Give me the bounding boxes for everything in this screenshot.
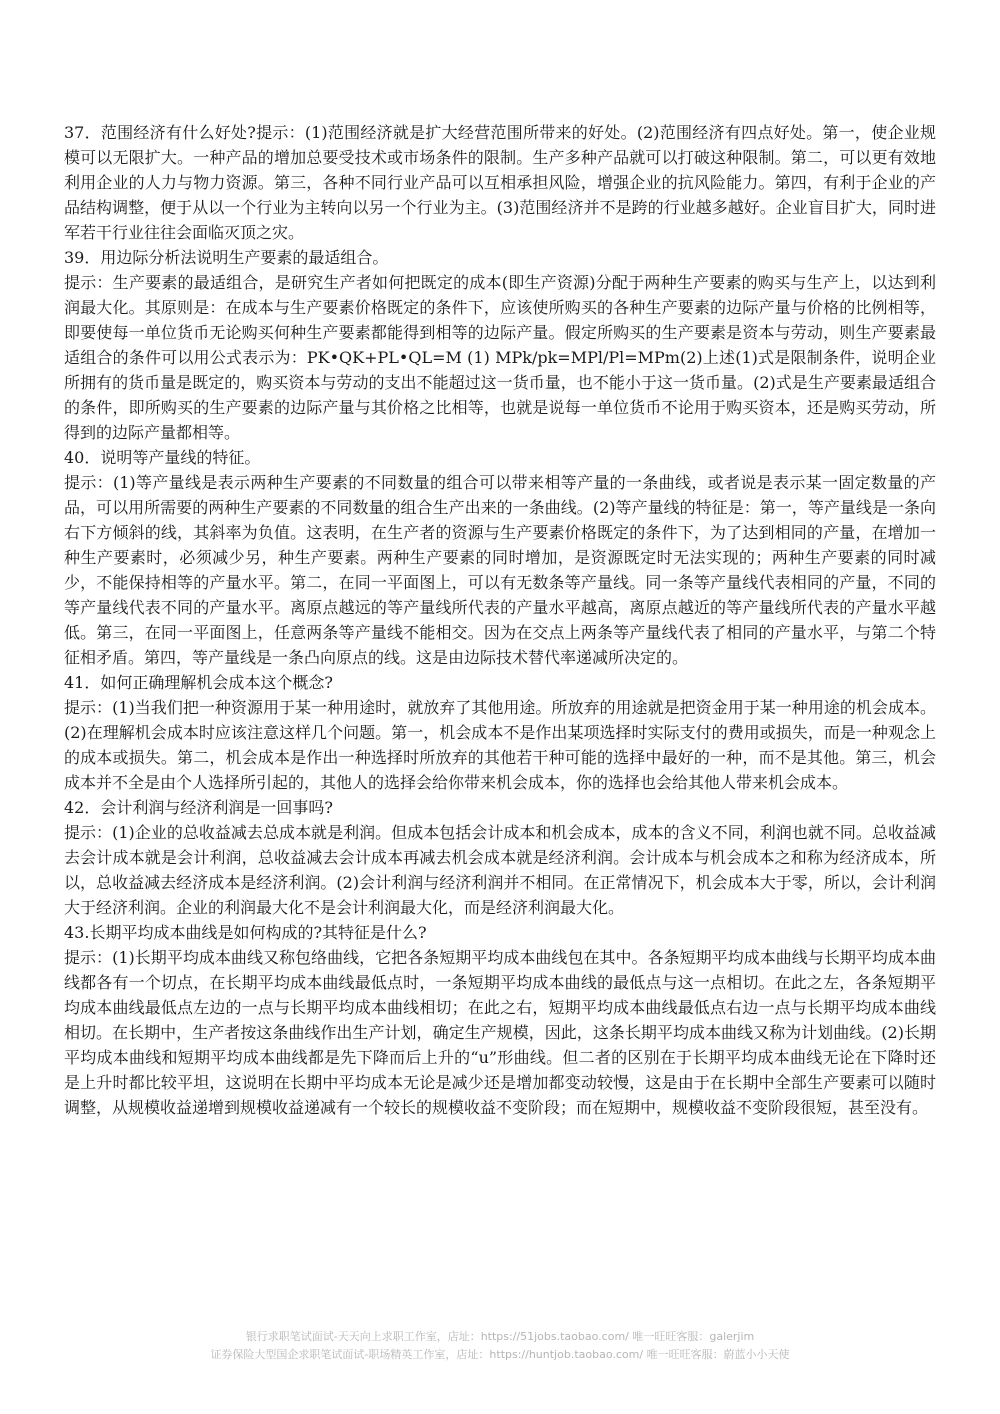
question-39: 39．用边际分析法说明生产要素的最适组合。 [64,248,389,267]
question-43: 43.长期平均成本曲线是如何构成的?其特征是什么? [64,923,427,942]
footer-line-2: 证券保险大型国企求职笔试面试-职场精英工作室，店址：https://huntjob.taobao.com/ 唯一旺旺客服：蔚蓝小小天使 [210,1348,790,1361]
answer-41: 提示：(1)当我们把一种资源用于某一种用途时，就放弃了其他用途。所放弃的用途就是把资金用于某一种用途的机会成本。(2)在理解机会成本时应该注意这样几个问题。第一，机会成本不是作出某项选择时实际支付的费用或损失，而是一种观念上的成本或损失。第二，机会成本是作出一种选择时所放弃的其他若干种可能的选择中最好的一种，而不是其他。第三，机会成本并不全是由个人选择所引起的，其他人的选择会给你带来机会成本，你的选择也会给其他人带来机会成本。 [64,698,936,792]
question-42: 42．会计利润与经济利润是一回事吗? [64,798,333,817]
question-40: 40．说明等产量线的特征。 [64,448,261,467]
paragraph-q37: 37．范围经济有什么好处?提示：(1)范围经济就是扩大经营范围所带来的好处。(2)范围经济有四点好处。第一，使企业规模可以无限扩大。一种产品的增加总要受技术或市场条件的限制。生产多种产品就可以打破这种限制。第二，可以更有效地利用企业的人力与物力资源。第三，各种不同行业产品可以互相承担风险，增强企业的抗风险能力。第四，有利于企业的产品结构调整，便于从以一个行业为主转向以另一个行业为主。(3)范围经济并不是跨的行业越多越好。企业盲目扩大，同时进军若干行业往往会面临灭顶之灾。 [64,123,936,242]
answer-40: 提示：(1)等产量线是表示两种生产要素的不同数量的组合可以带来相等产量的一条曲线，或者说是表示某一固定数量的产品，可以用所需要的两种生产要素的不同数量的组合生产出来的一条曲线。(2)等产量线的特征是：第一，等产量线是一条向右下方倾斜的线，其斜率为负值。这表明，在生产者的资源与生产要素价格既定的条件下，为了达到相同的产量，在增加一种生产要素时，必须减少另，种生产要素。两种生产要素的同时增加，是资源既定时无法实现的；两种生产要素的同时减少，不能保持相等的产量水平。第二，在同一平面图上，可以有无数条等产量线。同一条等产量线代表相同的产量，不同的等产量线代表不同的产量水平。离原点越远的等产量线所代表的产量水平越高，离原点越近的等产量线所代表的产量水平越低。第三，在同一平面图上，任意两条等产量线不能相交。因为在交点上两条等产量线代表了相同的产量水平，与第二个特征相矛盾。第四，等产量线是一条凸向原点的线。这是由边际技术替代率递减所决定的。 [64,473,936,667]
question-41: 41．如何正确理解机会成本这个概念? [64,673,333,692]
answer-43: 提示：(1)长期平均成本曲线又称包络曲线，它把各条短期平均成本曲线包在其中。各条短期平均成本曲线与长期平均成本曲线都各有一个切点，在长期平均成本曲线最低点时，一条短期平均成本曲线的最低点与这一点相切。在此之左，各条短期平均成本曲线最低点左边的一点与长期平均成本曲线相切；在此之右，短期平均成本曲线最低点右边一点与长期平均成本曲线相切。在长期中，生产者按这条曲线作出生产计划，确定生产规模，因此，这条长期平均成本曲线又称为计划曲线。(2)长期平均成本曲线和短期平均成本曲线都是先下降而后上升的“u”形曲线。但二者的区别在于长期平均成本曲线无论在下降时还是上升时都比较平坦，这说明在长期中平均成本无论是减少还是增加都变动较慢，这是由于在长期中全部生产要素可以随时调整，从规模收益递增到规模收益递减有一个较长的规模收益不变阶段；而在短期中，规模收益不变阶段很短，甚至没有。 [64,948,936,1117]
answer-42: 提示：(1)企业的总收益减去总成本就是利润。但成本包括会计成本和机会成本，成本的含义不同，利润也就不同。总收益减去会计成本就是会计利润，总收益减去会计成本再减去机会成本就是经济利润。会计成本与机会成本之和称为经济成本，所以，总收益减去经济成本是经济利润。(2)会计利润与经济利润并不相同。在正常情况下，机会成本大于零，所以，会计利润大于经济利润。企业的利润最大化不是会计利润最大化，而是经济利润最大化。 [64,823,936,917]
footer-line-1: 银行求职笔试面试-天天向上求职工作室，店址：https://51jobs.taobao.com/ 唯一旺旺客服：galerjim [245,1330,755,1343]
document-body [64,120,936,1120]
answer-39: 提示：生产要素的最适组合，是研究生产者如何把既定的成本(即生产资源)分配于两种生产要素的购买与生产上，以达到利润最大化。其原则是：在成本与生产要素价格既定的条件下，应该使所购买的各种生产要素的边际产量与价格的比例相等，即要使每一单位货币无论购买何种生产要素都能得到相等的边际产量。假定所购买的生产要素是资本与劳动，则生产要素最适组合的条件可以用公式表示为：PK•QK+PL•QL=M (1) MPk/pk=MPl/Pl=MPm(2)上述(1)式是限制条件，说明企业所拥有的货币量是既定的，购买资本与劳动的支出不能超过这一货币量，也不能小于这一货币量。(2)式是生产要素最适组合的条件，即所购买的生产要素的边际产量与其价格之比相等，也就是说每一单位货币不论用于购买资本，还是购买劳动，所得到的边际产量都相等。 [64,273,936,442]
